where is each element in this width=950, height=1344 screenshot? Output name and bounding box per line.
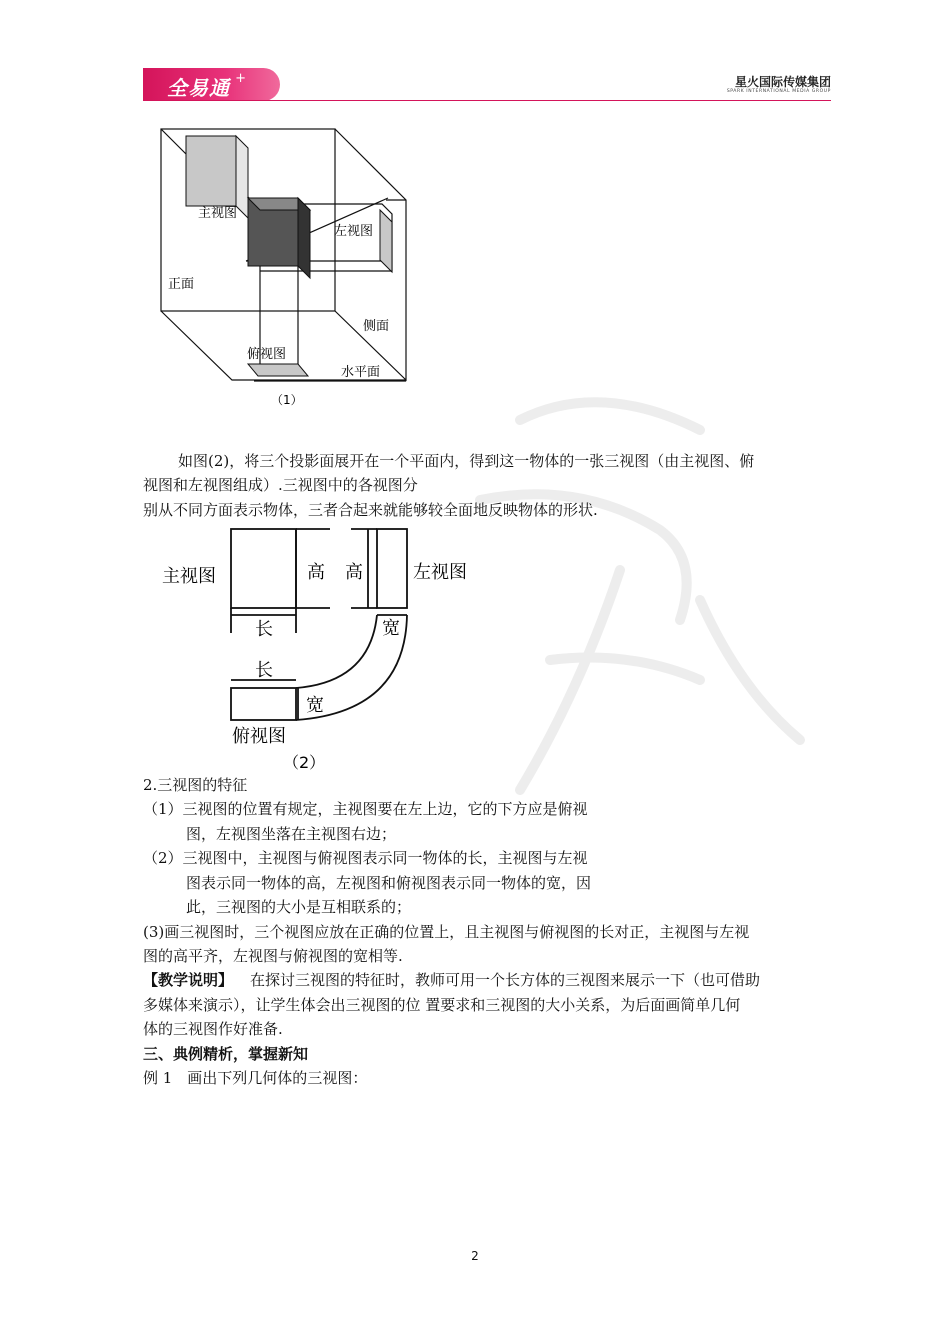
section2-item1-line2: 图，左视图坐落在主视图右边； <box>186 825 397 843</box>
label-top-view: 俯视图 <box>247 347 287 362</box>
label-front-view: 主视图 <box>162 566 216 587</box>
front-view-projection <box>186 136 236 206</box>
projection-figure-1 <box>158 126 413 411</box>
teaching-note-line3: 体的三视图作好准备. <box>143 1020 283 1038</box>
label-horizontal-face: 水平面 <box>341 365 381 380</box>
left-view-rect <box>377 529 407 608</box>
publisher-subtitle: SPARK INTERNATIONAL MEDIA GROUP <box>726 89 831 94</box>
front-view-side <box>236 136 248 218</box>
top-view-projection <box>248 364 308 376</box>
section2-item1-line1: （1）三视图的位置有规定，主视图要在左上边，它的下方应是俯视 <box>143 800 588 818</box>
top-view-rect <box>231 688 296 720</box>
front-view-rect <box>231 529 296 608</box>
three-view-figure-2 <box>155 520 485 775</box>
paragraph1-line1: 如图(2)，将三个投影面展开在一个平面内，得到这一物体的一张三视图（由主视图、俯 <box>178 452 755 470</box>
solid-cube-side <box>298 198 310 278</box>
section2-item2-line2: 图表示同一物体的高，左视图和俯视图表示同一物体的宽，因 <box>186 874 592 892</box>
figure1-caption: （1） <box>271 393 303 407</box>
section2-item2-line3: 此，三视图的大小是互相联系的； <box>186 898 412 916</box>
label-front-face: 正面 <box>168 277 195 292</box>
header-divider <box>143 100 831 101</box>
logo-text: 全易通 <box>167 76 230 100</box>
section2-item3-line1: (3)画三视图时，三个视图应放在正确的位置上，且主视图与俯视图的长对正，主视图与左视 <box>143 923 750 941</box>
teaching-note-line2: 多媒体来演示），让学生体会出三视图的位 置要求和三视图的大小关系，为后面画简单几何 <box>143 996 741 1014</box>
label-front-view: 主视图 <box>198 206 238 221</box>
left-view-projection <box>380 210 392 272</box>
label-length-2: 长 <box>255 660 273 681</box>
label-side-face: 侧面 <box>363 319 390 334</box>
label-left-view: 左视图 <box>413 562 467 583</box>
section2-item3-line2: 图的高平齐，左视图与俯视图的宽相等. <box>143 947 403 965</box>
teaching-note-label: 【教学说明】 <box>143 971 234 989</box>
logo-star-icon: + <box>235 71 246 86</box>
section3-title: 三、典例精析，掌握新知 <box>143 1045 309 1063</box>
section2-title: 2.三视图的特征 <box>143 776 248 794</box>
brand-logo <box>143 68 280 101</box>
paragraph1-line2: 视图和左视图组成）.三视图中的各视图分 <box>143 476 418 494</box>
label-top-view: 俯视图 <box>232 726 286 747</box>
label-left-view: 左视图 <box>334 224 374 239</box>
example-1: 例 1 画出下列几何体的三视图： <box>143 1069 368 1087</box>
page-number: 2 <box>471 1249 479 1263</box>
teaching-note-line1: 在探讨三视图的特征时，教师可用一个长方体的三视图来展示一下（也可借助 <box>250 971 761 989</box>
label-length-1: 长 <box>255 619 273 640</box>
label-width-2: 宽 <box>306 695 324 716</box>
label-height-1: 高 <box>307 562 325 583</box>
label-width-1: 宽 <box>382 618 400 639</box>
section2-item2-line1: （2）三视图中，主视图与俯视图表示同一物体的长，主视图与左视 <box>143 849 588 867</box>
figure2-caption: （2） <box>283 753 326 772</box>
label-height-2: 高 <box>345 562 363 583</box>
paragraph1-line3: 别从不同方面表示物体，三者合起来就能够较全面地反映物体的形状. <box>143 501 598 519</box>
publisher-name: 星火国际传媒集团 <box>734 75 831 89</box>
